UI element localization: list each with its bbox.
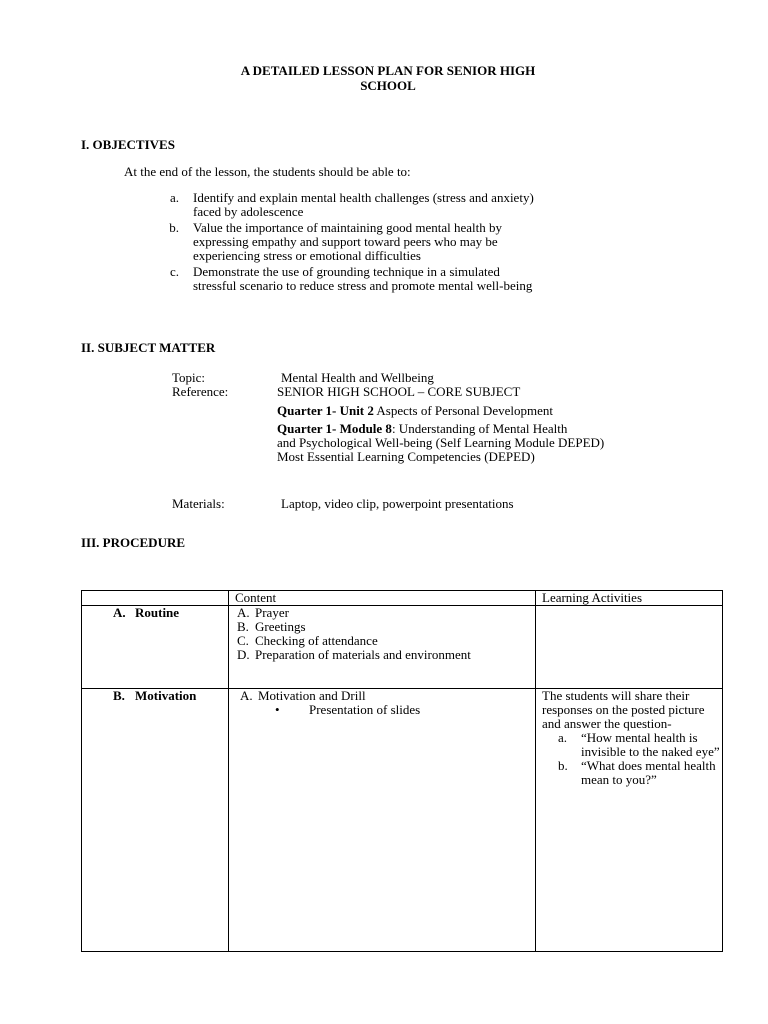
- unit-label: Quarter 1- Unit 2: [277, 403, 374, 418]
- reference-module: [277, 422, 567, 436]
- objective-line: experiencing stress or emotional difficulties: [193, 248, 421, 263]
- objective-line: expressing empathy and support toward peers who may be: [193, 234, 498, 249]
- reference-unit: [277, 404, 553, 418]
- table-cell: [536, 606, 723, 689]
- list-item: B. Greetings: [237, 619, 306, 634]
- table-cell: [82, 689, 229, 952]
- motivation-content-list: [229, 689, 535, 703]
- table-header-row: [82, 591, 723, 606]
- objective-line: Value the importance of maintaining good mental health by: [193, 220, 503, 235]
- procedure-table: [81, 590, 723, 952]
- activity-intro: The students will share their responses on the posted picture and answer the question-: [542, 688, 705, 731]
- row-title: Motivation: [135, 688, 197, 703]
- list-item: A. Motivation and Drill: [240, 688, 366, 703]
- row-title: Routine: [135, 605, 180, 620]
- topic-label: Topic:: [172, 370, 206, 385]
- materials-label: Materials:: [172, 496, 225, 511]
- activity-question: b. “What does mental health mean to you?”: [558, 758, 716, 787]
- objective-marker: a.: [169, 190, 179, 205]
- module-label: Quarter 1- Module 8: [277, 421, 392, 436]
- table-header-cell: [82, 591, 229, 606]
- objectives-heading: I. OBJECTIVES: [81, 137, 175, 152]
- objective-line: Identify and explain mental health challenges (stress and anxiety): [193, 190, 534, 205]
- subject-matter-heading: II. SUBJECT MATTER: [81, 340, 216, 355]
- objective-item-a: [163, 191, 534, 219]
- reference-module-line-2: and Psychological Well-being (Self Learning Module DEPED): [277, 435, 605, 450]
- table-row: [82, 689, 723, 952]
- table-cell: [229, 689, 536, 952]
- objective-line: faced by adolescence: [193, 204, 304, 219]
- motivation-label: [82, 689, 228, 703]
- table-header-cell: [229, 591, 536, 606]
- learning-activities-column-header: Learning Activities: [542, 590, 643, 605]
- objective-item-b: [163, 221, 502, 263]
- list-item: A. Prayer: [237, 605, 289, 620]
- table-cell: [229, 606, 536, 689]
- content-column-header: Content: [235, 590, 277, 605]
- objective-marker: b.: [169, 220, 179, 235]
- objective-line: Demonstrate the use of grounding technique in a simulated: [193, 264, 500, 279]
- table-cell: [536, 689, 723, 952]
- list-item: D. Preparation of materials and environment: [237, 647, 471, 662]
- materials-value: Laptop, video clip, powerpoint presentations: [281, 496, 514, 511]
- list-item: C. Checking of attendance: [237, 633, 378, 648]
- bullet-icon: •: [275, 702, 280, 717]
- reference-value: SENIOR HIGH SCHOOL – CORE SUBJECT: [277, 384, 521, 399]
- reference-module-line-3: Most Essential Learning Competencies (DEPED): [277, 449, 535, 464]
- document-title-line-1: A DETAILED LESSON PLAN FOR SENIOR HIGH: [240, 63, 536, 78]
- objective-marker: c.: [169, 264, 179, 279]
- table-row: [82, 606, 723, 689]
- reference-label: Reference:: [172, 384, 229, 399]
- procedure-heading: III. PROCEDURE: [81, 535, 186, 550]
- bullet-item: • Presentation of slides: [275, 702, 421, 717]
- table-cell: [82, 606, 229, 689]
- routine-label: [82, 606, 228, 620]
- objective-line: stressful scenario to reduce stress and promote mental well-being: [193, 278, 533, 293]
- row-letter: B.: [113, 688, 125, 703]
- topic-value: Mental Health and Wellbeing: [281, 370, 434, 385]
- document-title-line-2: SCHOOL: [360, 78, 416, 93]
- module-text: : Understanding of Mental Health: [391, 421, 568, 436]
- row-letter: A.: [113, 605, 126, 620]
- routine-content-list: [229, 606, 535, 662]
- objectives-intro: At the end of the lesson, the students should be able to:: [124, 164, 411, 179]
- objective-item-c: [163, 265, 532, 293]
- unit-text: Aspects of Personal Development: [373, 403, 553, 418]
- activity-question: a. “How mental health is invisible to the naked eye”: [558, 730, 720, 759]
- table-header-cell: [536, 591, 723, 606]
